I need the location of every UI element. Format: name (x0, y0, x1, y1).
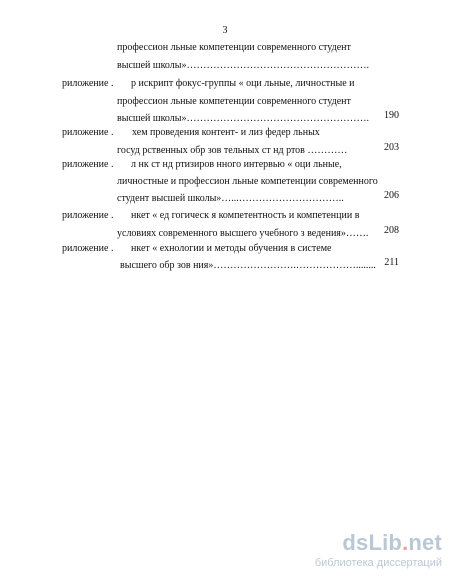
dslib-logo (342, 532, 442, 554)
toc-entry-text: хем проведения контент- и лиз федер льных (132, 127, 320, 138)
dslib-watermark (300, 532, 442, 572)
toc-page-number: 206 (384, 190, 399, 201)
toc-entry-label: риложение . (62, 243, 114, 254)
toc-page-number: 208 (384, 225, 399, 236)
toc-entry-text: нкет « ехнологии и методы обучения в системе (131, 243, 332, 254)
toc-entry-label: риложение . (62, 159, 114, 170)
watermark-subtitle: библиотека диссертаций (314, 557, 442, 569)
toc-page-number: 211 (384, 257, 399, 268)
toc-entry-label: риложение . (62, 210, 114, 221)
logo-main-text: dsLib (342, 530, 403, 555)
toc-entry-text: професcион льные компетенции современного студент (117, 96, 351, 107)
logo-dot: . (402, 530, 409, 555)
toc-entry-text: личностные и професcион льные компетенции современного (117, 176, 378, 187)
toc-entry-text: высшей школы»………………………………………………. (117, 113, 369, 124)
toc-entry-text: професcион льные компетенции современного студент (117, 42, 351, 53)
toc-entry-text: высшего обр зов ния»…………………….………………........ (120, 260, 376, 271)
toc-page-number: 203 (384, 142, 399, 153)
toc-entry-label: риложение . (62, 78, 114, 89)
toc-entry-label: риложение . (62, 127, 114, 138)
logo-tld-text: net (408, 530, 442, 555)
toc-page-number: 190 (384, 110, 399, 121)
toc-entry-text: условиях современного высшего учебного з ведения»……. (117, 228, 369, 239)
toc-entry-text: р искрипт фокус-группы « оци льные, личностные и (131, 78, 355, 89)
toc-entry-text: студент высшей школы»…...………………………….. (117, 193, 344, 204)
page-number: 3 (222, 25, 228, 36)
toc-entry-text: высшей школы»………………………………………………. (117, 60, 369, 71)
toc-entry-text: госуд рственных обр зов тельных ст нд ртов ………… (117, 145, 348, 156)
toc-entry-text: л нк ст нд ртизиров нного интервью « оци льные, (131, 159, 342, 170)
toc-entry-text: нкет « ед гогическ я компетентность и компетенции в (131, 210, 360, 221)
